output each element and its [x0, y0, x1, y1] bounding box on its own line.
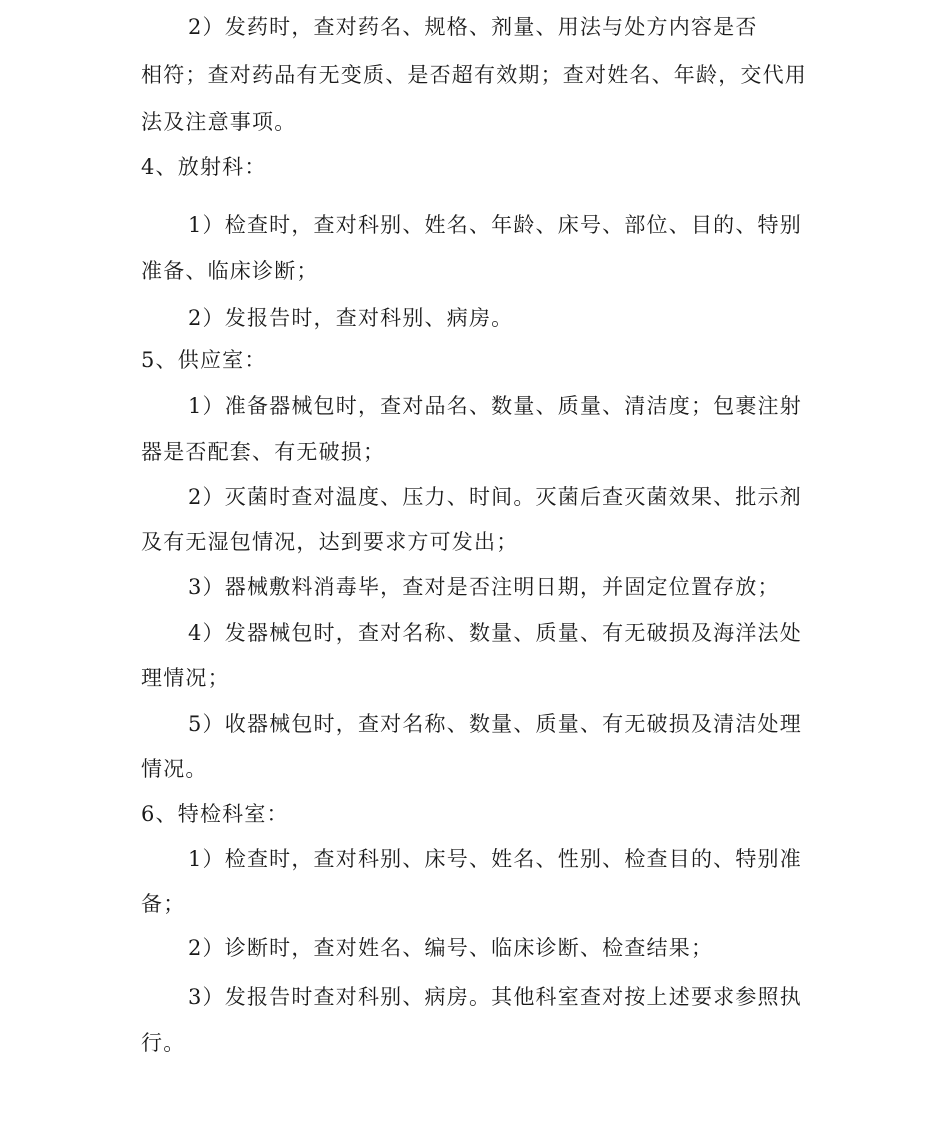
paragraph-line: 4）发器械包时，查对名称、数量、质量、有无破损及海洋法处 — [188, 621, 802, 645]
section-heading: 4、放射科： — [141, 155, 267, 179]
paragraph-line: 1）检查时，查对科别、床号、姓名、性别、检查目的、特别准 — [188, 847, 802, 871]
paragraph-line: 1）准备器械包时，查对品名、数量、质量、清洁度；包裹注射 — [188, 394, 802, 418]
paragraph-line: 5）收器械包时，查对名称、数量、质量、有无破损及清洁处理 — [188, 712, 802, 736]
paragraph-line: 2）灭菌时查对温度、压力、时间。灭菌后查灭菌效果、批示剂 — [188, 485, 802, 509]
paragraph-line: 法及注意事项。 — [141, 110, 297, 134]
paragraph-line: 2）诊断时，查对姓名、编号、临床诊断、检查结果； — [188, 936, 714, 960]
section-heading: 5、供应室： — [141, 348, 267, 372]
paragraph-line: 2）发药时，查对药名、规格、剂量、用法与处方内容是否 — [188, 15, 758, 39]
section-heading: 6、特检科室： — [141, 802, 289, 826]
paragraph-line: 3）器械敷料消毒毕，查对是否注明日期，并固定位置存放； — [188, 575, 780, 599]
paragraph-line: 及有无湿包情况，达到要求方可发出； — [141, 530, 519, 554]
paragraph-line: 1）检查时，查对科别、姓名、年龄、床号、部位、目的、特别 — [188, 213, 802, 237]
paragraph-line: 情况。 — [141, 757, 208, 781]
paragraph-line: 准备、临床诊断； — [141, 259, 319, 283]
paragraph-line: 3）发报告时查对科别、病房。其他科室查对按上述要求参照执 — [188, 985, 802, 1009]
paragraph-line: 2）发报告时，查对科别、病房。 — [188, 306, 514, 330]
paragraph-line: 行。 — [141, 1031, 186, 1055]
paragraph-line: 理情况； — [141, 666, 230, 690]
paragraph-line: 相符；查对药品有无变质、是否超有效期；查对姓名、年龄，交代用 — [141, 63, 807, 87]
paragraph-line: 备； — [141, 892, 186, 916]
paragraph-line: 器是否配套、有无破损； — [141, 440, 386, 464]
